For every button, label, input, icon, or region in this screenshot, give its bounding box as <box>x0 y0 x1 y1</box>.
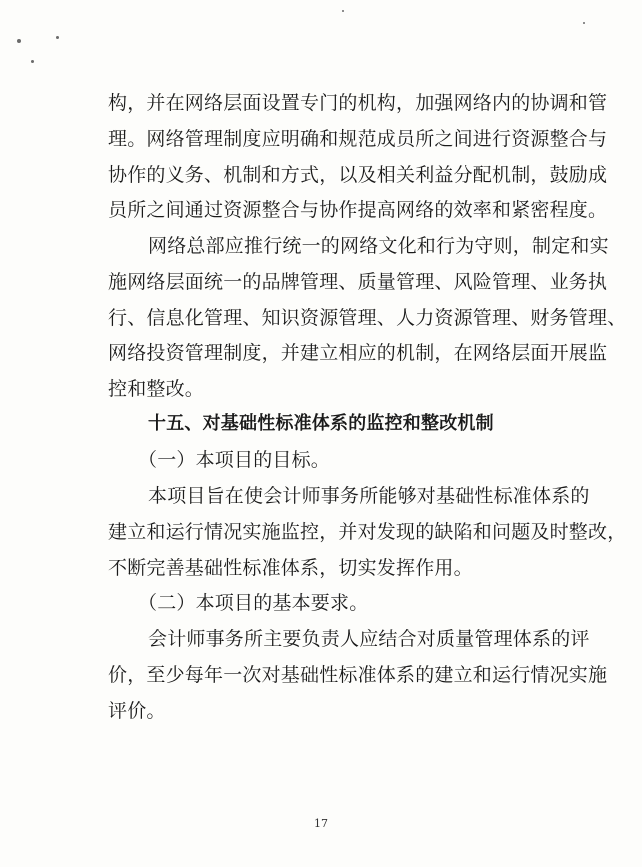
body-line: 不断完善基础性标准体系，切实发挥作用。 <box>108 557 473 579</box>
section-heading: 十五、对基础性标准体系的监控和整改机制 <box>148 413 494 434</box>
body-line: 构，并在网络层面设置专门的机构，加强网络内的协调和管 <box>108 92 608 114</box>
body-line: 网络投资管理制度，并建立相应的机制，在网络层面开展监 <box>108 342 608 364</box>
page-number: 17 <box>314 817 328 830</box>
subsection-heading: （二）本项目的基本要求。 <box>138 592 369 614</box>
scan-speck <box>583 22 585 24</box>
body-line: 行、信息化管理、知识资源管理、人力资源管理、财务管理、 <box>108 307 627 329</box>
body-line: 评价。 <box>108 700 166 722</box>
body-line: 本项目旨在使会计师事务所能够对基础性标准体系的 <box>148 485 590 507</box>
body-line: 控和整改。 <box>108 378 205 400</box>
subsection-heading: （一）本项目的目标。 <box>138 449 331 471</box>
scan-speck <box>31 60 34 63</box>
body-line: 理。网络管理制度应明确和规范成员所之间进行资源整合与 <box>108 128 608 150</box>
body-line: 价，至少每年一次对基础性标准体系的建立和运行情况实施 <box>108 664 608 686</box>
body-line: 员所之间通过资源整合与协作提高网络的效率和紧密程度。 <box>108 199 608 221</box>
body-line: 协作的义务、机制和方式，以及相关利益分配机制，鼓励成 <box>108 164 608 186</box>
scan-speck <box>17 39 21 43</box>
body-line: 网络总部应推行统一的网络文化和行为守则，制定和实 <box>148 235 609 257</box>
body-line: 施网络层面统一的品牌管理、质量管理、风险管理、业务执 <box>108 271 608 293</box>
body-line: 会计师事务所主要负责人应结合对质量管理体系的评 <box>148 628 590 650</box>
scan-speck <box>342 10 344 12</box>
body-line: 建立和运行情况实施监控，并对发现的缺陷和问题及时整改， <box>108 521 627 543</box>
scan-speck <box>56 36 59 39</box>
